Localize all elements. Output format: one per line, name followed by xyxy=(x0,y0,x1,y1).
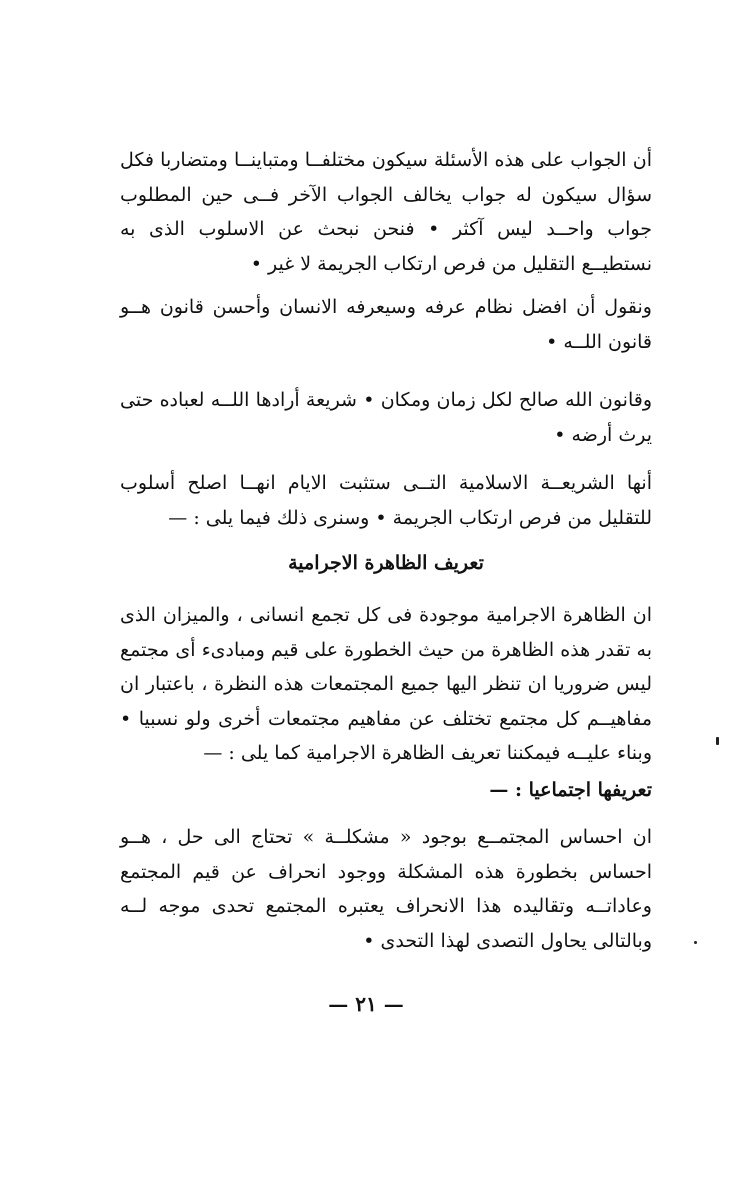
paragraph-gods-law: وقانون الله صالح لكل زمان ومكان • شريعة أرادها اللــه لعباده حتى يرث أرضه • xyxy=(120,389,652,446)
paragraph-best-system: ونقول أن افضل نظام عرفه وسيعرفه الانسان وأحسن قانون هــو قانون اللــه • xyxy=(120,296,652,353)
paragraph-islamic-sharia: أنها الشريعــة الاسلامية التــى ستثبت الايام انهــا اصلح أسلوب للتقليل من فرص ارتكاب الجريمة • وسنرى ذلك فيما يلى : — xyxy=(120,472,652,529)
page-number: — ٢١ — xyxy=(328,992,404,1016)
scan-speck-dot xyxy=(694,941,697,944)
subheading-social-definition: تعريفها اجتماعيا : — xyxy=(489,779,652,801)
paragraph-crime-answers: أن الجواب على هذه الأسئلة سيكون مختلفــا ومتباينــا ومتضاربا فكل سؤال سيكون له جواب يخالف الجواب الآخر فــى حين المطلوب جواب واحــد ليس آكثر • فنحن نبحث عن الاسلوب الذى به نستطيــع التقليل من فرص ارتكاب الجريمة لا غير • xyxy=(120,149,652,275)
paragraph-criminal-phenomenon: ان الظاهرة الاجرامية موجودة فى كل تجمع انسانى ، والميزان الذى به تقدر هذه الظاهرة من حيث الخطورة على قيم ومبادىء أى مجتمع ليس ضروريا ان تنظر اليها جميع المجتمعات هذه النظرة ، باعتبار ان مفاهيــم كل مجتمع تختلف عن مفاهيم مجتمعات أخرى ولو نسبيا • وبناء عليــه فيمكننا تعريف الظاهرة الاجرامية كما يلى : — xyxy=(120,604,652,764)
section-heading-definition: تعريف الظاهرة الاجرامية xyxy=(288,552,484,574)
scan-speck-mark xyxy=(716,737,719,745)
paragraph-social-definition: ان احساس المجتمــع بوجود « مشكلــة » تحتاج الى حل ، هــو احساس بخطورة هذه المشكلة ووجود انحراف عن قيم المجتمع وعاداتــه وتقاليده هذا الانحراف يعتبره المجتمع تحدى موجه لــه وبالتالى يحاول التصدى لهذا التحدى • xyxy=(120,826,652,952)
